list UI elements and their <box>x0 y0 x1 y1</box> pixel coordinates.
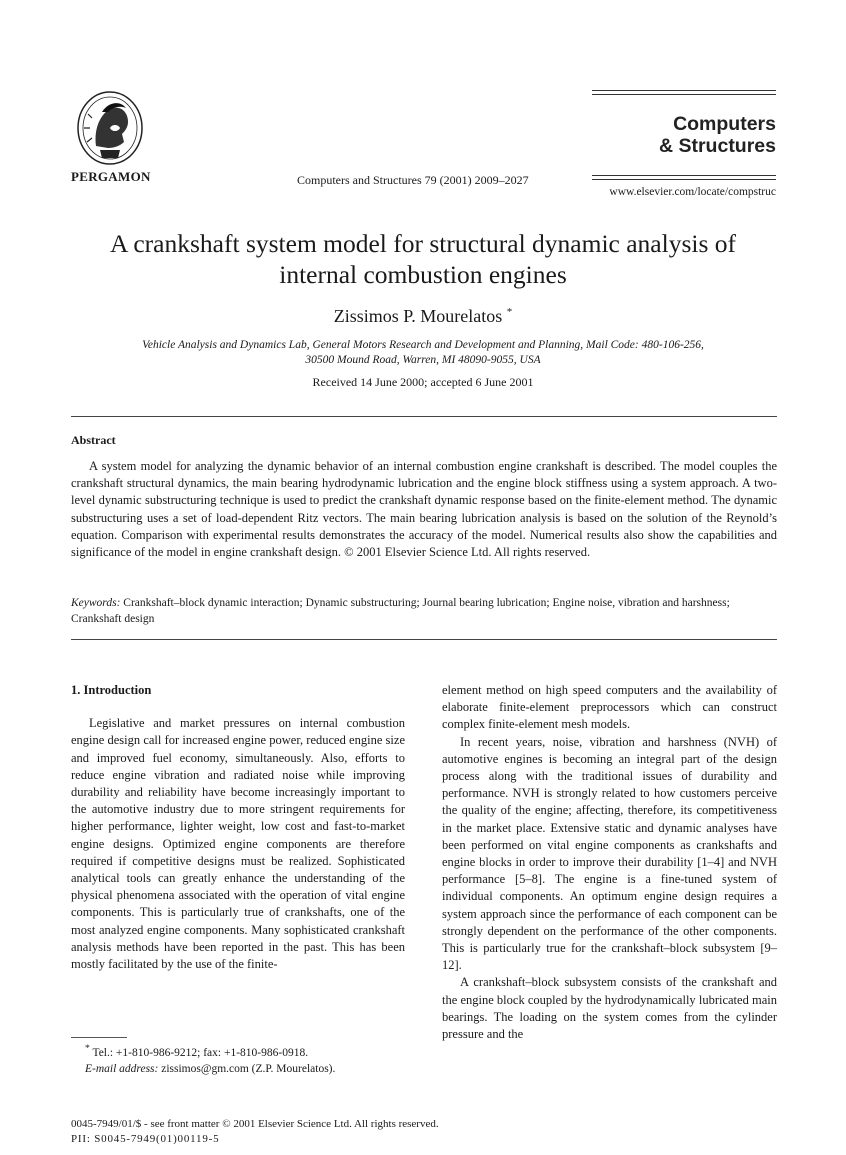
keywords-text: Crankshaft–block dynamic interaction; Dynamic substructuring; Journal bearing lubrication; Engine noise, vibration and harshness; Crankshaft design <box>71 597 730 625</box>
publisher-name: PERGAMON <box>71 169 151 184</box>
author-affiliation <box>80 338 766 368</box>
section-heading: 1. Introduction <box>71 683 152 697</box>
right-column <box>442 682 777 1043</box>
journal-rule-top-2 <box>592 94 776 95</box>
divider-top <box>71 416 777 417</box>
affiliation-line1: Vehicle Analysis and Dynamics Lab, General Motors Research and Development and Planning, Mail Code: 480-106-256, <box>142 339 704 351</box>
keywords-label: Keywords: <box>71 597 121 609</box>
pii-line: PII: S0045-7949(01)00119-5 <box>71 1133 220 1145</box>
page-footer <box>71 1117 439 1147</box>
journal-citation: Computers and Structures 79 (2001) 2009–2027 <box>297 173 529 187</box>
journal-title-line1: Computers <box>673 113 776 135</box>
article-title <box>40 228 806 290</box>
author-name <box>40 306 806 327</box>
journal-title <box>596 113 776 157</box>
received-dates: Received 14 June 2000; accepted 6 June 2001 <box>312 375 534 389</box>
footnote <box>71 1041 405 1077</box>
footnote-rule <box>71 1037 127 1038</box>
footnote-email-link[interactable]: zissimos@gm.com (Z.P. Mourelatos). <box>161 1062 336 1075</box>
abstract-heading: Abstract <box>71 433 116 447</box>
article-title-line1: A crankshaft system model for structural dynamic analysis of <box>109 229 736 258</box>
footnote-email <box>71 1061 405 1077</box>
abstract-body: A system model for analyzing the dynamic behavior of an internal combustion engine crankshaft is described. The model couples the crankshaft structural dynamics, the main bearing hydrodynamic lubrication and the engine block stiffness using a system approach. A two-level dynamic substructuring technique is used to predict the crankshaft dynamic response based on the finite-element method. The dynamic substructuring uses a set of load-dependent Ritz vectors. The main bearing lubrication analysis is based on the solution of the Reynold’s equation. Comparison with experimental results demonstrates the accuracy of the model. Numerical results also show the capabilities and significance of the model in engine crankshaft design. © 2001 Elsevier Science Ltd. All rights reserved. <box>71 459 777 560</box>
journal-url-link[interactable]: www.elsevier.com/locate/compstruc <box>609 186 776 198</box>
footnote-phone: Tel.: +1-810-986-9212; fax: +1-810-986-0918. <box>92 1046 309 1059</box>
journal-rule-top-1 <box>592 90 776 91</box>
intro-paragraph-1-continued: element method on high speed computers and the availability of elaborate finite-element preprocessors which can construct complex finite-element mesh models. <box>442 683 777 732</box>
author-footnote-mark[interactable]: * <box>506 306 513 318</box>
article-title-line2: internal combustion engines <box>279 260 567 289</box>
journal-rule-bottom-1 <box>592 175 776 176</box>
intro-paragraph-2: In recent years, noise, vibration and harshness (NVH) of automotive engines is becoming an integral part of the design process along with the traditional issues of durability and performance. NVH is strongly related to how customers perceive the quality of the engine; affecting, therefore, its competitiveness in the market place. Extensive static and dynamic analyses have been performed on vital engine components as crankshafts and engine blocks in order to improve their durability [1–4] and NVH performance [5–8]. The engine is a fine-tuned system of individual components. An optimum engine design requires a system approach since the performance of each component can be strongly dependent on the performance of the other components. This is particularly true for the crankshaft–block subsystem [9–12]. <box>442 734 777 973</box>
divider-bottom <box>71 639 777 640</box>
journal-title-line2: & Structures <box>658 135 776 157</box>
intro-paragraph-3: A crankshaft–block subsystem consists of the crankshaft and the engine block coupled by the hydrodynamically lubricated main bearings. The loading on the system comes from the cylinder pressure and the <box>442 975 777 1042</box>
intro-paragraph-1: Legislative and market pressures on internal combustion engine design call for increased engine power, reduced engine size and improved fuel economy, simultaneously. Also, efforts to reduce engine vibration and radiated noise while improving durability and reliability have become increasingly important to the automotive industry due to more stringent requirements for higher performance, lighter weight, low cost and fast-to-market engine designs. Optimized engine components are therefore required if competitive designs must be realized. Sophisticated analytical tools can greatly enhance the understanding of the physical phenomena associated with the operation of vital engine components. This is particularly true of crankshafts, one of the most analyzed engine components. Many sophisticated crankshaft analysis methods have been reported in the past. This has been mostly facilitated by the use of the finite- <box>71 716 405 972</box>
front-matter-line: 0045-7949/01/$ - see front matter © 2001 Elsevier Science Ltd. All rights reserved. <box>71 1118 439 1130</box>
left-column <box>71 682 405 973</box>
publisher-logo <box>74 88 146 166</box>
keywords <box>71 596 777 627</box>
footnote-contact <box>71 1041 405 1061</box>
footnote-mark: * <box>85 1043 90 1054</box>
author-text: Zissimos P. Mourelatos <box>333 306 503 326</box>
affiliation-line2: 30500 Mound Road, Warren, MI 48090-9055, USA <box>305 354 541 366</box>
footnote-email-label: E-mail address: <box>85 1062 159 1075</box>
journal-rule-bottom-2 <box>592 179 776 180</box>
